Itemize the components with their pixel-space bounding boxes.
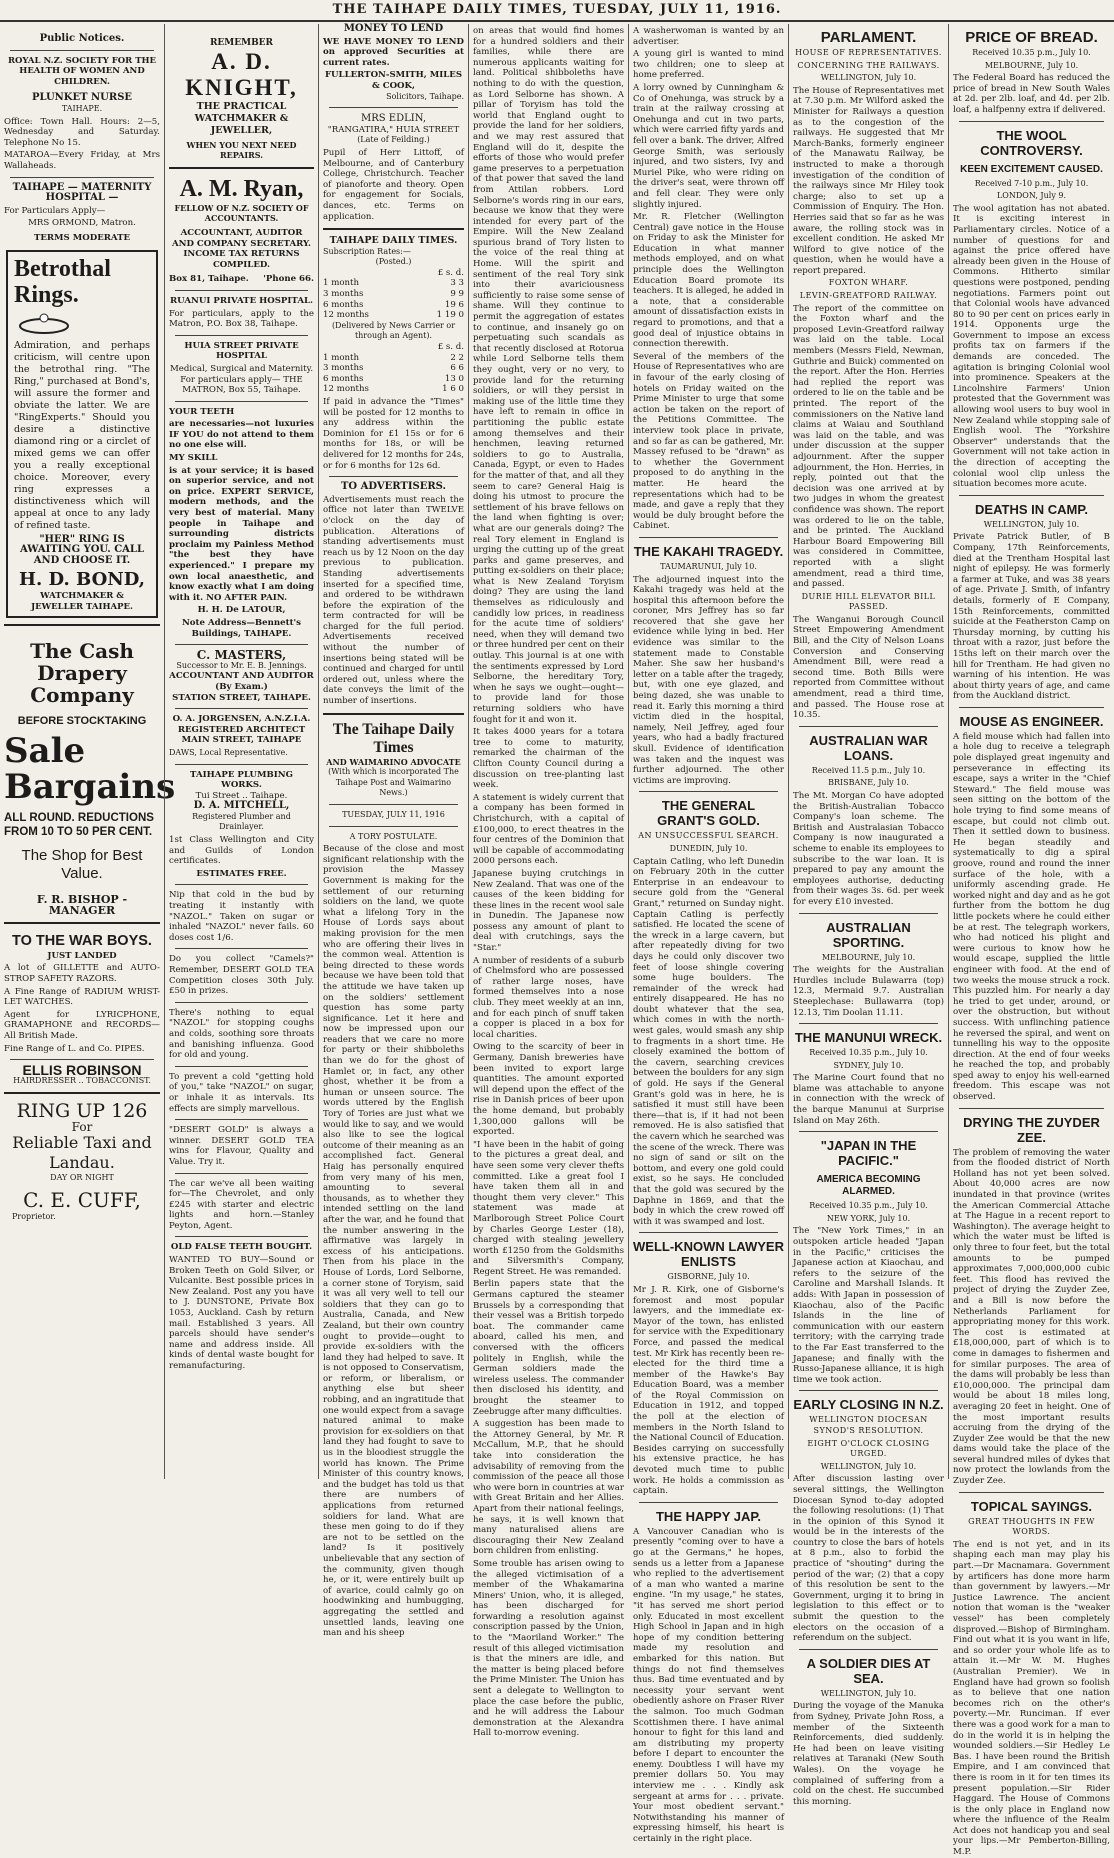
parliament-dateline: WELLINGTON, July 10. <box>820 73 917 83</box>
closing-headline: EARLY CLOSING IN N.Z. <box>793 1397 944 1413</box>
taxi-landau: Reliable Taxi and Landau. <box>12 1132 152 1172</box>
maternity-title: TAIHAPE — MATERNITY HOSPITAL — <box>12 181 152 204</box>
reductions: ALL ROUND. REDUCTIONS FROM 10 TO 50 PER CENT. <box>4 812 154 839</box>
rate-term: 3 months <box>323 363 364 374</box>
fletcher-para: Mr. R. Fletcher (Wellington Central) gave notice in the House on Friday to ask the Minister for Education in what manner methods employed, and on what principle does the Wellington Education Board promote its teachers. It is alleged, he added in a note, that a considerable amount of dissatisfaction exists in regard to promotions, and that a good deal of injustice obtains in connection therewith. <box>633 212 784 350</box>
closing-text: After discussion lasting over several sittings, the Wellington Diocesan Synod to-day adopted the following resolutions: (1) That in the opinion of this Synod it would be in the interests of the country to close the bars of hotels at 8 p.m., also to forbid the practice of "shouting" during the period of the war; (2) that a copy of this resolution be sent to the Government, urging it to bring in legislation to this effect or to submit the question to the electors on the occasion of a referendum on the subject. <box>793 1474 944 1644</box>
column-3 <box>318 23 468 1639</box>
wool-received: Received 7-10 p.m., July 10. <box>974 178 1089 188</box>
chelmsford-para: A number of residents of a suburb of Chelmsford who are possessed of rather large noses, have formed themselves into a nose club. They meet weekly at an inn, and for each pinch of snuff taken a copper is placed in a box for local charities. <box>473 955 624 1040</box>
topical-sub: GREAT THOUGHTS IN FEW WORDS. <box>968 1516 1095 1537</box>
closing-dateline: WELLINGTON, July 10. <box>820 1461 917 1471</box>
column-7 <box>948 24 1114 1858</box>
bread-dateline: MELBOURNE, July 10. <box>984 60 1079 70</box>
wool-sub: KEEN EXCITEMENT CAUSED. <box>960 163 1103 175</box>
desert-gold-ad: "DESERT GOLD" is always a winner. DESERT GOLD TEA wins for Flavour, Quality and Value. Try it. <box>169 1125 314 1167</box>
jap-text: A Vancouver Canadian who is presently "coming over to have a go at the Germans," he hopes, sends us a letter from a Japanese who replied to the advertisement of a man who wanted a marine engine. "In my usage," he states, "it has served me short period only. Educated in most excellent High School in Japan and in high hope of my condition bettering made my resolution and embarked for this nation. But things do not find themselves thus. Bad time eventuated and by necessity your servant went obediently ashore on Fraser River the salmon. Too much Godman Scottishmen there. I have animal honour to fight for this land and am distributing my property before I depart to encounter the enemy. Doubtless I will have my premier dollars 50. You may interview me . . . Kindly ask sergeant at arms for . . . private. Your most obedient servant." Notwithstanding his manner of expressing himself, his heart is certainly in the right place. <box>633 1526 784 1845</box>
ellis-trade: HAIRDRESSER .. TOBACCONIST. <box>13 1075 151 1085</box>
japan-sub: AMERICA BECOMING ALARMED. <box>816 1174 921 1198</box>
issue-date: TUESDAY, JULY 11, 1916 <box>342 810 445 819</box>
column-5 <box>628 24 788 1845</box>
wool-text: The wool agitation has not abated. It is exciting interest in Parliamentary circles. Notice of a number of questions for and against the price offered have already been given in the House of Commons. Hitherto similar questions were postponed, pending negotiations. Farmers point out that Colonial wools have advanced 80 to 90 per cent on prices early in 1914. Opponents urge the Government to impose an excess profits tax on farmers if the demands are conceded. The agitation is bringing Colonial wool into prominence. Speakers at the Lincolnshire Farmers' Union protested that the Government was allowing wool users to buy wool in New Zealand while stopping sale of English wool. The "Yorkshire Observer" understands that the Government will not take action in the direction of accepting the colonial wool clip unless the situation becomes more acute. <box>953 203 1110 490</box>
fullerton-role: Solicitors, Taihape. <box>386 91 464 101</box>
plunket-office: Office: Town Hall. Hours: 2—5, Wednesday and Saturday. Telephone No 15. <box>4 116 160 148</box>
house-sub: HOUSE OF REPRESENTATIVES. <box>795 48 942 57</box>
rate-price: 3 3 <box>450 278 464 289</box>
soldier-text: During the voyage of the Manuka from Sydney, Private John Ross, a member of the Sixteenth Reinforcements, died suddenly. He had been on leave visiting relatives at Taranaki (New South Wales). On the voyage he complained of suffering from a cold on the chest. He succumbed this morning. <box>793 1701 944 1807</box>
day-or-night: DAY OR NIGHT <box>50 1172 114 1182</box>
mouse-headline: MOUSE AS ENGINEER. <box>959 713 1104 729</box>
column-2 <box>164 24 318 1479</box>
ryan-contact <box>169 274 314 285</box>
sporting-headline: AUSTRALIAN SPORTING. <box>826 919 911 950</box>
rate-term: 1 month <box>323 278 360 289</box>
zuyder-headline: DRYING THE ZUYDER ZEE. <box>963 1114 1100 1145</box>
sale-word: Sale <box>4 731 86 772</box>
huia-text: Medical, Surgical and Maternity. For particulars apply— THE MATRON, Box 55, Taihape. <box>169 363 314 396</box>
durie-hill-sub: DURIE HILL ELEVATOR BILL PASSED. <box>801 591 936 612</box>
rate-price: 13 0 <box>444 373 464 384</box>
huia-title: HUIA STREET PRIVATE HOSPITAL <box>184 340 299 362</box>
manunui-received: Received 10.35 p.m., July 10. <box>809 1048 928 1058</box>
maternity-apply: For Particulars Apply— <box>4 205 106 216</box>
masthead: THE TAIHAPE DAILY TIMES, TUESDAY, JULY 11, 1916. <box>0 0 1114 22</box>
subscription-rates: Subscription Rates:— <box>323 246 411 256</box>
japan-dateline: NEW YORK, July 10. <box>826 1213 911 1223</box>
knight-name: A. D. KNIGHT, <box>185 48 298 100</box>
maternity-terms: TERMS MODERATE <box>33 232 131 243</box>
manunui-dateline: SYDNEY, July 10. <box>833 1060 904 1070</box>
lawyer-dateline: GISBORNE, July 10. <box>667 1272 750 1282</box>
mitchell-role: Registered Plumber and Drainlayer. <box>192 811 291 832</box>
cuff-proprietor: Proprietor. <box>12 1211 56 1221</box>
loans-dateline: BRISBANE, July 10. <box>828 778 909 788</box>
lyricphone: Agent for LYRICPHONE, GRAMAPHONE and RECORDS—All British Made. <box>4 1009 160 1041</box>
plunket-place: TAIHAPE. <box>61 103 103 113</box>
false-teeth-title: OLD FALSE TEETH BOUGHT. <box>170 1242 313 1253</box>
ruanui-title: RUANUI PRIVATE HOSPITAL. <box>169 295 314 306</box>
paper-title: The Taihape Daily Times <box>332 720 455 756</box>
plunket-mataroa: MATAROA—Every Friday, at Mrs Wallaheads. <box>4 150 160 171</box>
ring-for: For <box>71 1120 93 1135</box>
knight-trade: THE PRACTICAL WATCHMAKER & JEWELLER, <box>194 100 289 136</box>
rate-price: 1 19 0 <box>436 310 464 321</box>
jorgensen-role: REGISTERED ARCHITECT <box>177 724 306 735</box>
plumbing-title: TAIHAPE PLUMBING WORKS. <box>190 769 293 791</box>
rate-term: 12 months <box>323 384 369 395</box>
paper-sub: AND WAIMARINO ADVOCATE <box>326 756 461 767</box>
deaths-dateline: WELLINGTON, July 10. <box>983 519 1080 529</box>
railways-sub: CONCERNING THE RAILWAYS. <box>797 60 940 70</box>
lester-para: "I have been in the habit of going to the pictures a great deal, and have seen some very clever thefts committed. Like a great fool I have taken them all in and thought them very clever." This statement was made at Marlborough Street Police Court by Charles George Lester (18), charged with stealing jewellery worth £1250 from the Goldsmiths and Silversmith's Company, Regent Street. He was remanded. <box>473 1139 624 1277</box>
kakahi-headline: THE KAKAHI TRAGEDY. <box>633 543 784 559</box>
war-boys-title: TO THE WAR BOYS. <box>12 933 152 950</box>
editorial-continued: on areas that would find homes for a hundred soldiers and their families, while there are numerous applicants waiting for land. Political shibboleths have nothing to do with the question, as Lord Selborne has shown. A pillar of Toryism has told the world that England ought to provide the land for her soldiers, and we may rest assured that England will do it, despite the efforts of those who would prefer game preserves to a perpetuation of that power that saved the land from Attilan robbers. Lord Selborne's words ring in our ears, because we know that they were intended for every part of the Empire. Will the New Zealand spurious brand of Tory listen to the voice of the real thing at Home. Will the spirit and sentiment of the real Tory sink into their avariciousness sufficiently to raise some sense of shame. Will they continue to permit the aggregation of estates to continue, and insanely go on perpetuating such scandals as that recently disclosed at Rotorua while Lord Selborne tells them they ought, very or no very, to provide land for the returning soldiers, or will they persist in making use of the little time they have left to remain in office in partitioning the public estate among themselves and their henchmen, leaving returned soldiers to go to Australia, Canada, Egypt, or even to Hades for the matter of that, and all they seem to care? General Haig is doing his utmost to procure the settlement of his brave fellows on the land when fighting is over; what are our generals doing? The real Tory element in England is urging the cutting up of the great parks and game preserves, and putting ex-soldiers on their place; what is New Zealand Toryism doing? They are using the land themselves as ridiculously and candidly low prices, in readiness for the acute time of soldiers' need, when they will demand two or three hundred per cent on their outlay. This journal is at one with the sentiments expressed by Lord Selborne, the hereditary Tory, when he says we ought—ought—to provide land for those returning soldiers who have fought for it and won it. <box>473 26 624 725</box>
maternity-matron: MRS ORMOND, Matron. <box>28 218 136 229</box>
plunket-title: PLUNKET NURSE <box>31 92 133 104</box>
column-4 <box>468 24 628 1739</box>
soldier-dateline: WELLINGTON, July 10. <box>820 1688 917 1698</box>
closing-sub2: EIGHT O'CLOCK CLOSING URGED. <box>807 1438 930 1459</box>
ryan-income: INCOME TAX RETURNS COMPILED. <box>183 249 300 270</box>
teeth-title: YOUR TEETH <box>169 406 235 417</box>
magistrates-para: A suggestion has been made to the Attorney General, by Mr. R McCallum, M.P., that he should take into consideration the advisability of removing from the commission of the peace all those who were born in countries at war with Great Britain and her Allies. Apart from their national feelings, he says, it is well known that many naturalised aliens are discouraging their New Zealand born children from enlisting. <box>473 1419 624 1557</box>
cuff-name: C. E. CUFF, <box>23 1187 141 1212</box>
advance-text: If paid in advance the "Times" will be posted for 12 months to any address within the Dominion for £1 15s or for 6 months for 18s, or will be delivered for 12 months for 24s, or for 6 months for 12s 6d. <box>323 397 464 471</box>
grant-sub: AN UNSUCCESSFUL SEARCH. <box>638 831 779 841</box>
false-teeth-text: WANTED TO BUY—Sound or Broken Teeth on Gold Silver, or Vulcanite. Best possible prices in New Zealand. Post any you have to J. DUNSTONE, Private Box 1053, Auckland. Cash by return mail. Established 3 years. All parcels should have sender's name and address inside. All kinds of dental waste bought for remanufacturing. <box>169 1255 314 1371</box>
grant-text: Captain Catling, who left Dunedin on February 20th in the cutter Enterprise in an endeavour to secure gold from the "General Grant," returned on Sunday night. Captain Catling is perfectly satisfied. He located the scene of the wreck in a large cavern, but after repeatedly diving for two days he could only discover two feet of loose shingle covering some huge boulders. The remainder of the wreck had entirely disappeared. He has no doubt whatever that the sea, which comes in with the north-west gales, would smash any ship to fragments in a short time. He closely examined the bottom of the cavern, searching crevices between the boulders for any sign of gold. He says if the General Grant's gold was in here, he is satisfied it must still have been there—that is, if it had not been removed. He is also satisfied that the cavern which he searched was the scene of the wreck. There was no sign of sand or silt on the bottom, and every one gold could exist, so he says. He concluded that the gold was secured by the Daphne in 1869, and that the body in which the crew rowed off with it was swamped and lost. <box>633 856 784 1227</box>
daws: DAWS, Local Representative. <box>169 747 288 757</box>
edlin-house: "RANGATIRA," HUIA STREET <box>327 124 460 135</box>
beer-para: Owing to the scarcity of beer in Germany, Danish breweries have been invited to export large quantities. The amount exported will depend upon the effect of the rise in Danish prices of beer upon the home demand, but probably 1,300,000 gallons will be exported. <box>473 1042 624 1138</box>
society-notice: ROYAL N.Z. SOCIETY FOR THE HEALTH OF WOMEN AND CHILDREN. <box>7 55 157 87</box>
rate-term: 6 months <box>323 299 364 310</box>
masters-role: ACCOUNTANT AND AUDITOR (By Exam.) <box>169 671 314 692</box>
rate-row <box>323 310 464 321</box>
bond-name: H. D. BOND, <box>19 569 145 591</box>
teeth-text: are necessaries—not luxuries IF YOU do not attend to them no one else will. <box>169 419 314 451</box>
rate-price: 9 9 <box>450 289 464 300</box>
mitchell-class: 1st Class Wellington and City and Guilds of London certificates. <box>169 835 314 867</box>
jap-headline: THE HAPPY JAP. <box>655 1508 761 1524</box>
loans-received: Received 11.5 p.m., July 10. <box>811 765 926 775</box>
rate-row <box>323 300 464 311</box>
rate-term: 3 months <box>323 289 364 300</box>
totara-para: It takes 4000 years for a totara tree to come to maturity, remarked the chairman of the Clifton County Council during a discussion on tree-planting last week. <box>473 727 624 791</box>
ring-up: RING UP 126 <box>16 1100 148 1123</box>
manunui-text: The Marine Court found that no blame was attachable to anyone in connection with the wreck of the barque Manunui at Surprise Island on May 26th. <box>793 1073 944 1126</box>
estimates-free: ESTIMATES FREE. <box>196 868 287 879</box>
lawyer-headline: WELL-KNOWN LAWYER ENLISTS <box>633 1239 784 1270</box>
masters-successor: Successor to Mr. E. B. Jennings. <box>176 660 307 670</box>
jorgensen-name: O. A. JORGENSEN, A.N.Z.I.A. <box>172 714 311 725</box>
rate-price: 2 2 <box>450 352 464 363</box>
lorry-para: A lorry owned by Cunningham & Co of Onehunga, was struck by a train at the railway crossing at Onehunga and cut in two parts, which were carried fifty yards and fell over a bank. The driver, Alfred George Smith, was seriously injured, and two sisters, Ivy and Muriel Pike, who were riding on the driver's seat, were thrown off and fell clear. They were only slightly injured. <box>633 82 784 210</box>
knight-repairs: WHEN YOU NEXT NEED REPAIRS. <box>186 139 297 161</box>
girl-para: A young girl is wanted to mind two children; one to sleep at home preferred. <box>633 49 784 81</box>
money-text: WE HAVE MONEY TO LEND on approved Securities at current rates. <box>323 36 464 68</box>
times-title: TAIHAPE DAILY TIMES. <box>329 235 458 247</box>
miners-para: Some trouble has arisen owing to the alleged victimisation of a member of the Whakamarina Miners' Union, who, it is alleged, has been discharged for forwarding a resolution against conscription passed by the Union, to the "Maoriland Worker." The result of this alleged victimisation is that the miners are idle, and the matter is being placed before the Prime Minister. The Union has sent a delegate to Wellington to place the case before the public, and he will address the Labour demonstration at the Alexandra Hall to-morrow evening. <box>473 1558 624 1739</box>
representatives-para: Several of the members of the House of Representatives who are in favour of the early closing of hotels on Friday waited on the Prime Minister to urge that some action be taken on the report of the Petitions Committee. The interview took place in private, and so far as can be gathered, Mr. Massey refused to be "drawn" as to whether the Government proposed to do anything in the matter. He heard the representations which had to be made, and gave a reply that they would be duly brought before the Cabinet. <box>633 351 784 532</box>
lawyer-text: Mr J. R. Kirk, one of Gisborne's foremost and most popular lawyers, and the immediate ex-Mayor of the town, has enlisted for service with the Expeditionary Force, and passed the medical test. Mr Kirk has recently been re-elected for the third time a member of the Hawke's Bay Education Board, was a member of the Royal Commission on Education in 1912, and topped the poll at the election of members in the North Island to the National Council of Education. Besides carrying on successfully his extensive practice, he has devoted much time to public work. He holds a commission as captain. <box>633 1284 784 1497</box>
betrothal-text: Admiration, and perhaps criticism, will centre upon the betrothal ring. "The Ring," purchased at Bond's, will assure the former and obviate the latter. We are "RingExperts." Should you desire a distinctive diamond ring or a circlet of mixed gems we can offer you a really exceptional choice. Moreover, every ring expresses a distinctiveness which will appeal at once to any lady of refined taste. <box>14 339 150 531</box>
grant-headline: THE GENERAL GRANT'S GOLD. <box>657 798 760 829</box>
ryan-fellow: FELLOW OF N.Z. SOCIETY OF ACCOUNTANTS. <box>174 202 309 224</box>
mouse-text: A field mouse which had fallen into a hole dug to receive a telegraph pole displayed great ingenuity and perseverance in effecting its escape, says a writer in the "Chief Steward." The field mouse was seen sitting on the bottom of the hole trying to find some means of escape, but could not climb out. Then it settled down to business. He began steadily and systematically to dig a spiral groove, round and round the inner surface of the hole, with a uniformly ascending grade. He worked night and day and as he got further from the bottom he dug little pockets where he could either be at rest. The telegraph workers, who had noticed his plight and were curious to know how he would escape, supplied the little engineer with food. At the end of two weeks the mouse struck a rock. This puzzled him. For nearly a day he tried to get under, around, or over the obstruction, but without success. With unflinching patience he reversed the spiral, and went on tunnelling his way to the opposite direction. At the end of four weeks he reached the top, and probably sped away to enjoy his well-earned freedom. This escape was not observed. <box>953 731 1110 1103</box>
ryan-box: Box 81, Taihape. <box>169 274 249 285</box>
bargains-word: Bargains <box>4 767 176 808</box>
ruanui-text: For particulars, apply to the Matron, P.O. Box 38, Taihape. <box>169 308 314 330</box>
bread-received: Received 10.35 p.m., July 10. <box>972 48 1091 57</box>
nazol-ad-2: There's nothing to equal "NAZOL" for stopping coughs and colds, soothing sore throats and banishing influenza. Good for old and young. <box>169 1007 314 1061</box>
ring-illustration <box>14 312 150 336</box>
parliament-p1: The House of Representatives met at 7.30 p.m. Mr Wilford asked the Minister for Railways a question as to the congestion of the railways. He suggested that Mr March-Banks, formerly engineer of the Manawatu Railway, be instructed to make a thorough investigation of the condition of the railways since Mr Hiley took charge; also to set up a Commission of Enquiry. The Hon. Herries said that so far as he was aware, the rolling stock was in excellent condition. He asked Mr Wilford to give notice of the question, when he would have a report prepared. <box>793 85 944 276</box>
ellis-robinson: ELLIS ROBINSON <box>22 1062 142 1079</box>
manunui-headline: THE MANUNUI WRECK. <box>794 1030 943 1046</box>
kakahi-text: The adjourned inquest into the Kakahi tragedy was held at the hospital this afternoon before the coroner, Mrs Jeffrey has so far recovered that she gave her evidence while lying in bed. Her evidence was similar to the statement made to Constable Maher. She saw her husband's letter on a table after the tragedy, but, with one eye glazed, and being dazed, she was unable to read it. Early this morning a third victim died in the hospital, namely, Neil Jeffrey, aged four years, who had a badly fractured skull. Evidence of identification was taken and the inquest was further adjourned. The other victims are improving. <box>633 574 784 786</box>
jorgensen-address: MAIN STREET, TAIHAPE <box>181 735 302 746</box>
plumbing-address: Tui Street .. Taihape. <box>195 790 288 801</box>
advertisers-title: TO ADVERTISERS. <box>340 481 447 493</box>
delivered-label: (Delivered by News Carrier or through an Agent). <box>331 320 456 341</box>
rate-term: 12 months <box>323 310 369 321</box>
rate-term: 6 months <box>323 373 364 384</box>
closing-sub: WELLINGTON DIOCESAN SYNOD'S RESOLUTION. <box>809 1415 928 1435</box>
ryan-phone: 'Phone 66. <box>263 274 314 285</box>
japanese-para: Japanese buying crutchings in New Zealand. That was one of the causes of the keen bidding for these lines in the recent wool sale in Dunedin. The Japanese now possess any amount of plant to deal with crutchings, says the "Star." <box>473 868 624 954</box>
rate-price: 1 6 0 <box>442 384 464 395</box>
skill-title: MY SKILL <box>169 453 218 464</box>
posted-label: (Posted.) <box>375 257 412 267</box>
lsd-header-2: £ s. d. <box>437 342 464 353</box>
rate-row <box>323 384 464 395</box>
deaths-headline: DEATHS IN CAMP. <box>975 501 1088 517</box>
lsd-header-1: £ s. d. <box>437 267 464 278</box>
betrothal-cta: "HER" RING IS AWAITING YOU. CALL AND CHOOSE IT. <box>20 533 144 566</box>
advertisers-text: Advertisements must reach the office not later than TWELVE o'clock on the day of publication. Alterations of standing advertisements must reach us by 12 Noon on the day previous to publication. Standing advertisements inserted for a specified time, and ordered to be withdrawn before the expiration of the term contracted for will be charged for the full period. Advertisements received without the number of insertions being stated will be continued and charged for until ordered out, unless where the date conveys the limit of the number of insertions. <box>323 494 464 707</box>
bread-text: The Federal Board has reduced the price of bread in New South Wales at 2d. per 2lb. loaf, and 4d. per 2lb. loaf, a halfpenny extra if delivered. <box>953 73 1110 115</box>
deaths-text: Private Patrick Butler, of B Company, 17th Reinforcements, died at the Trentham Hospital last night of epilepsy. He was formerly a farmer at Tuke, and was 38 years of age. Private J. Smith, of infantry details, formerly of E Company, 15th Reinforcements, committed suicide at the Featherston Camp on Thursday morning, by cutting his throat with a razor, just before the 15ths left on their march over the hill for Trentham. He had given no warning of his intention. He was about thirty years of age, and came from the Auckland district. <box>953 532 1110 702</box>
levin-sub: LEVIN-GREATFORD RAILWAY. <box>799 291 938 301</box>
sporting-text: The weights for the Australian Hurdles include Bulawarra (top) 12.3, Mermaid 9.7. Australian Steeplechase: Bullawarra (top) 12.13, Tim Doolan 11.11. <box>793 965 944 1018</box>
tory-title: A TORY POSTULATE. <box>349 831 438 841</box>
delivered-rates <box>323 353 464 395</box>
manager: F. R. BISHOP - MANAGER <box>36 893 128 917</box>
berlin-para: Berlin papers state that the Germans captured the steamer Brussels by a corresponding that their vessel was a British torpedo boat. The commander came aboard, called his men, and conversed with the officers politely in English, while the German soldiers made the wireless useless. The commander then disclosed his identity, and brought the steamer to Zeebrugge after many difficulties. <box>473 1279 624 1417</box>
japan-headline: "JAPAN IN THE PACIFIC." <box>820 1138 917 1169</box>
ryan-role: ACCOUNTANT, AUDITOR AND COMPANY SECRETARY. <box>171 227 312 249</box>
edlin-late: (Late of Feilding.) <box>357 135 430 145</box>
parliament-p2: The report of the committee on the Foxton wharf and the proposed Levin-Greatford railway was laid on the table. Local members (Messrs Field, Newman, Guthrie and Buick) commented on the report. After the Hon. Herries had replied the report was ordered to lie on the table and be printed. The report of the commissioners on the Native land claims at Waiau and Southland was laid on the table, and was under discussion at the supper adjournment. After the supper adjournment, the Hon. Herries, in reply, pointed out that the decision was one arrived at by two judges in whom the greatest confidence was shown. The report was ordered to lie on the table, and be printed. The Auckland Harbour Board Empowering Bill was considered in Committee, reported with a slight amendment, read a third time, and passed. <box>793 303 944 590</box>
before-stocktaking: BEFORE STOCKTAKING <box>17 715 147 728</box>
wool-headline: THE WOOL CONTROVERSY. <box>980 127 1083 158</box>
bread-headline: PRICE OF BREAD. <box>965 29 1098 46</box>
mitchell-name: D. A. MITCHELL, <box>193 800 290 812</box>
posted-rates <box>323 278 464 320</box>
rate-row <box>323 374 464 385</box>
skill-text: is at your service; it is based on superior service, and not on price. EXPERT SERVICE, modern methods, and the very best of material. Many people in Taihape and surrounding districts proclaim my Painless Method "the best they have experienced." I prepare my own local anaesthetic, and know exactly what I am doing with it. NO AFTER PAIN. <box>169 465 314 603</box>
parliament-p3: The Wanganui Borough Council Street Empowering Amendment Bill, and the City of Nelson Loans Conversion and Conserving Amendment Bill, were read a second time. Both Bills were reported from Committee without amendment, read a third time, and passed. The House rose at 10.35. <box>793 614 944 721</box>
masters-address: STATION STREET, TAIHAPE. <box>172 692 311 703</box>
cash-drapery-title: The Cash Drapery Company <box>30 639 134 708</box>
nazol-ad-1: Nip that cold in the bud by treating it instantly with "NAZOL." Taken on sugar or inhaled "NAZOL" never fails. 60 doses cost 1/6. <box>169 890 314 943</box>
radium-watches: A Fine Range of RADIUM WRIST-LET WATCHES. <box>4 986 160 1008</box>
betrothal-title: Betrothal Rings. <box>14 255 111 308</box>
topical-headline: TOPICAL SAYINGS. <box>970 1498 1093 1514</box>
betrothal-rings-ad <box>6 250 158 619</box>
gillette: A lot of GILLETTE and AUTO-STROP SAFETY RAZORS. <box>4 963 160 985</box>
christchurch-para: A statement is widely current that a company has been formed in Christchurch, with a capital of £100,000, to erect theatres in the four centres of the Dominion that will be capable of accommodating 2000 persons each. <box>473 792 624 867</box>
pipes: Fine Range of L. and Co. PIPES. <box>4 1043 145 1054</box>
public-notices-heading: Public Notices. <box>39 33 125 44</box>
washerwoman-para: A washerwoman is wanted by an advertiser. <box>633 26 784 47</box>
latour-name: H. H. De LATOUR, <box>197 605 286 616</box>
zuyder-text: The problem of removing the water from the flooded district of North Holland has not yet been solved. About 40,000 acres are now inundated in that province (writes the American Commercial Attache at The Hague in a recent report to Washington). The average height to which the water must be lifted is only three to four feet, but the total amounts to be pumped approximates 7,000,000,000 cubic feet. This flood has revived the project of drying the Zuyder Zee, and a Bill is now before the Netherlands Parliament for appropriating money for this work. The cost is estimated at £18,000,000, part of which is to come in damages to fishermen and for similar purposes. The area of the dams will probably be less than £10,000,000. The principal dam would be about 18 miles long, averaging 20 feet in height. One of the most important results accruing from the drying of the Zuyder Zee would be that the new dams would take the place of the several hundred miles of dykes that now protect the lowlands from the Zuyder Zee. <box>953 1147 1110 1487</box>
rate-term: 1 month <box>323 352 360 363</box>
masters-name: C. MASTERS, <box>196 648 287 663</box>
loans-headline: AUSTRALIAN WAR LOANS. <box>809 732 928 763</box>
rate-row <box>323 363 464 374</box>
column-6 <box>788 24 948 1807</box>
paper-note: (With which is incorporated The Taihape Post and Waimarino News.) <box>328 767 459 798</box>
japan-text: The "New York Times," in an outspoken article headed "Japan in the Pacific," criticises the Japanese action at Kiaochau, and refers to the seizure of the Caroline and Marshall Islands. It adds: With Japan in possession of Kiaochau, also of the Pacific Islands in the line of communication with our eastern territory; with the carrying trade to the Far East transferred to the Japanese; and finally with the Russo-Japanese alliance, it is high time we took action. <box>793 1226 944 1385</box>
topical-text: The end is not yet, and in its shaping each man may play his part.—Dr Macnamara. Government by artificers has done more harm than government by lawyers.—Mr Justice Lawrence. The ancient notion that woman is the "weaker vessel" has been completely disproved.—Bishop of Birmingham. Find out what it is you want in life, and so order your whole life as to attain it.—Mr W. M. Hughes (Australian Premier). We in England have had grown so foolish as to believe that one nation becomes rich on the other's poverty.—Mr. Runciman. If ever there was a good work for a man to do in the world it is in helping the wounded soldiers.—Sir Hedley Le Bas. I have been round the British Empire, and I am convinced that there is room in it for ten times its present population.—Sir Rider Haggard. The House of Commons is the only place in England now where the influence of the Realm Act does not handicap you and seal your lips.—Mr Pemberton-Billing, M.P. <box>953 1539 1110 1858</box>
rate-price: 6 6 <box>450 363 464 374</box>
rate-price: 19 6 <box>444 299 464 310</box>
rate-row <box>323 278 464 289</box>
sporting-dateline: MELBOURNE, July 10. <box>821 952 916 962</box>
parliament-headline: PARLAMENT. <box>820 29 917 46</box>
editorial-text: Because of the close and most significant relationship with the provision the Massey Government is making for the settlement of our returning soldiers on the land, we quote what a lifelong Tory in the House of Lords says about making provision for the men who are offering their lives in the common weal. Attention is being directed to these words because we have been told that the attitude we have taken up on the soldiers' settlement question has some party significance. Let it here and now be impressed upon our readers that we care no more for party or their shibboleths than we do for the ghost of Hamlet or, in fact, any other ghost, whether it be from a human or unseen source. The words uttered by the English Tory of Tories are just what we would like to say, and we would also like to see the logical outcome of their meaning as an accomplished fact. General Haig has personally enquired from very many of his men, amounting to several thousands, as to whether they intended settling on the land after the war, and he found that the number answering in the affirmative was largely in excess of his anticipations. Then from his place in the House of Lords, Lord Selborne, a corner stone of Toryism, said it was all very well to tell our soldiers that they can go to Australia, Canada, and New Zealand, but their own country ought to provide—ought to provide ex-soldiers with the land they had helped to save. It is not opposed to Conservatism, or reform, or liberalism, or anything else but sheer robbing, and an ingratitude that one would expect from a savage natured animal to make provision for ex-soldiers on that land they had fought to save to us in the bloodiest struggle the world has known. The Prime Minister of this country knows, and the budget has told us that there are numbers of applications from returned soldiers for land. What are these men going to do if they are not to be settled on the land? Is it positively unbelievable that any section of the community, given though he, or it, were entirely built up of avarice, could calmly go on hoodwinking and humbugging, aggregating the settled and unsettled lands, leaving one man and his sheep <box>323 844 464 1639</box>
column-1 <box>0 24 176 1479</box>
ring-icon <box>14 312 74 336</box>
soldier-headline: A SOLDIER DIES AT SEA. <box>806 1655 931 1686</box>
wool-dateline: LONDON, July 9. <box>996 191 1067 201</box>
rate-row <box>323 289 464 300</box>
just-landed: JUST LANDED <box>47 950 117 961</box>
japan-received: Received 10.35 p.m., July 10. <box>809 1201 928 1211</box>
chevrolet-ad: The car we've all been waiting for—The Chevrolet, and only £245 with starter and electric lights and horn.—Stanley Peyton, Agent. <box>169 1178 314 1231</box>
latour-address: Note Address—Bennett's Buildings, TAIHAPE. <box>181 617 302 639</box>
rate-row <box>323 353 464 364</box>
grant-dateline: DUNEDIN, July 10. <box>669 843 748 853</box>
kakahi-dateline: TAUMARUNUI, July 10. <box>660 561 757 571</box>
foxton-sub: FOXTON WHARF. <box>828 278 909 288</box>
loans-text: The Mt. Morgan Co have adopted the British-Australian Tobacco Company's loan scheme. The British and Australasian Tobacco Company is now inaugurated a scheme to enable its employees to subscribe to the war loan. It is prepared to pay any amount the employees authorise, deducting from their wages 3s. 6d. per week for every £10 invested. <box>793 791 944 907</box>
fullerton-name: FULLERTON-SMITH, MILES & COOK, <box>324 70 463 91</box>
bond-trade: WATCHMAKER & JEWELLER TAIHAPE. <box>31 591 133 612</box>
nazol-ad-3: To prevent a cold "getting hold of you," take "NAZOL" on sugar, or inhale it as intervals. Its effects are simply marvellous. <box>169 1071 314 1114</box>
ryan-name: A. M. Ryan, <box>179 175 304 202</box>
edlin-name: MRS EDLIN, <box>361 113 426 125</box>
money-title: MONEY TO LEND <box>343 23 444 34</box>
edlin-text: Pupil of Herr Littoff, of Melbourne, and of Canterbury College, Christchurch. Teacher of pianoforte and theory. Open for engagement for Socials, dances, etc. Terms on application. <box>323 147 464 222</box>
shop-best-value: The Shop for Best Value. <box>21 847 143 883</box>
camels-ad: Do you collect "Camels?" Remember, DESERT GOLD TEA Competition closes 30th July. £50 in prizes. <box>169 954 314 997</box>
remember: REMEMBER <box>209 38 274 48</box>
